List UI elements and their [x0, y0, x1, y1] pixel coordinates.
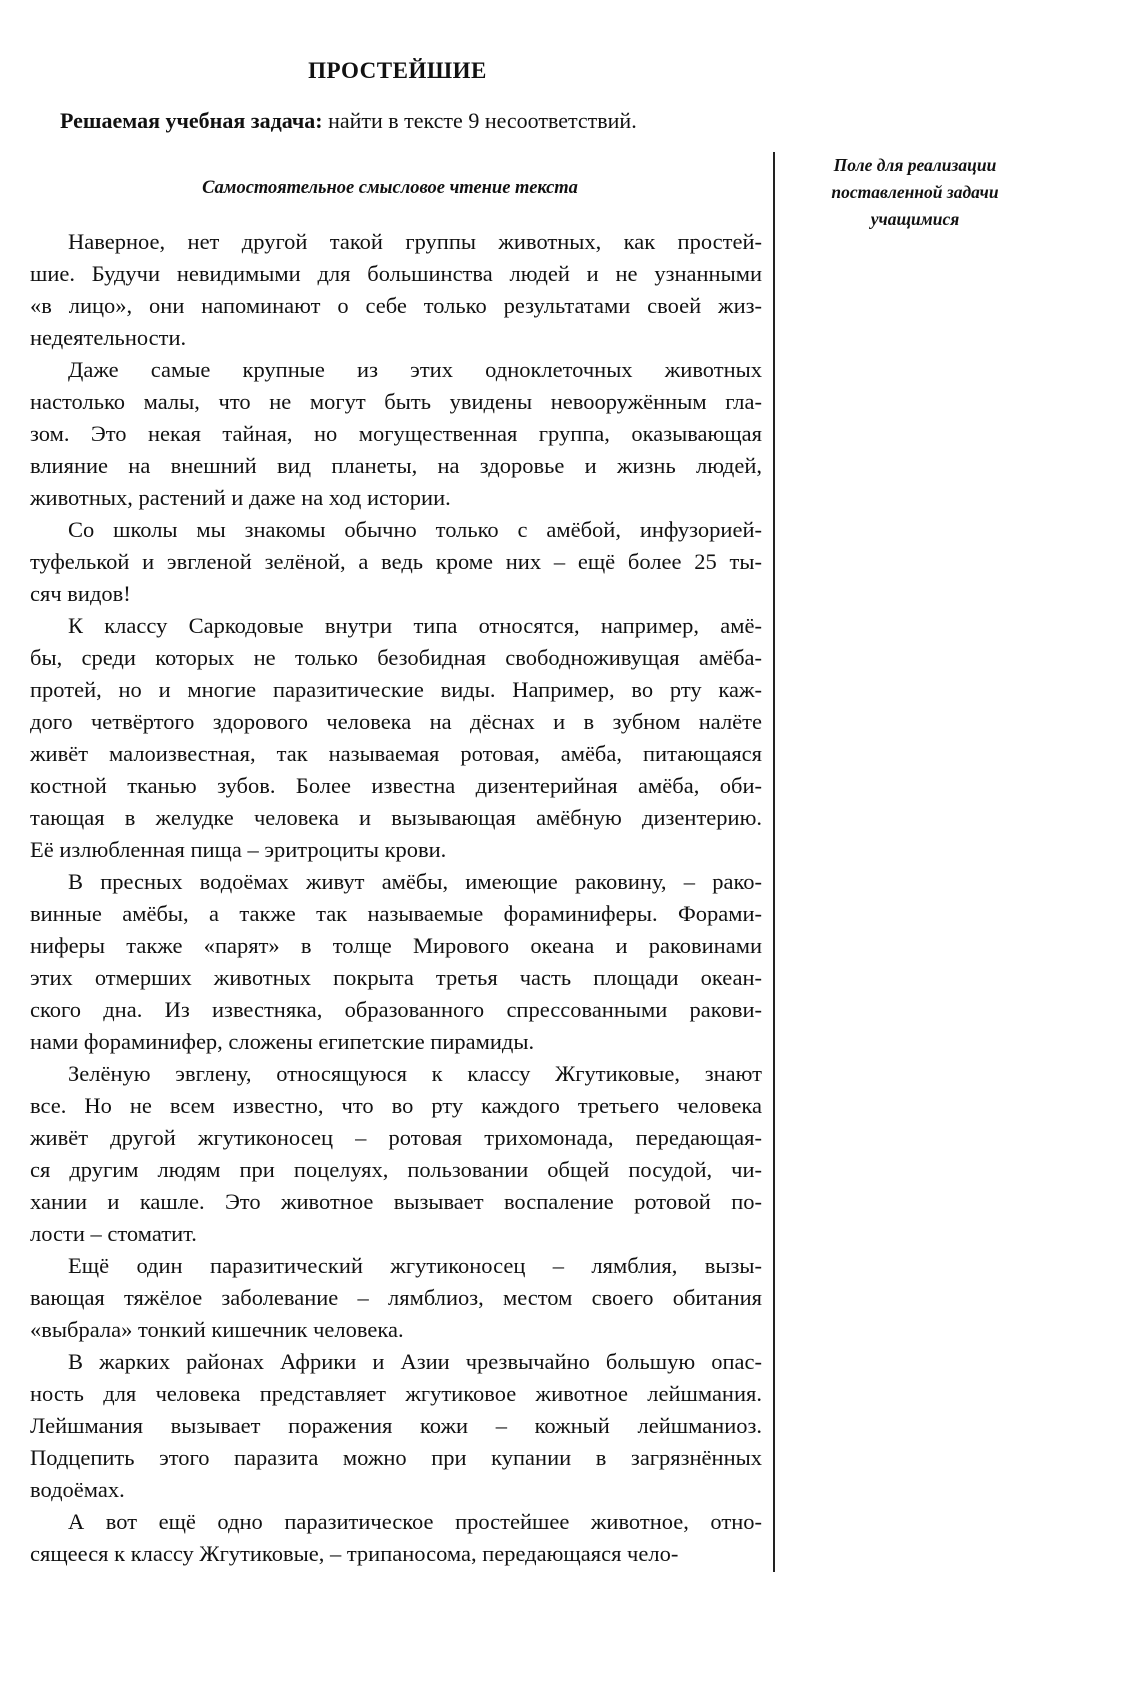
text-line: живёт другой жгутиконосец – ротовая трихомонада, передающая-: [30, 1125, 762, 1150]
text-line: «в лицо», они напоминают о себе только результатами своей жиз-: [30, 293, 762, 318]
side-note-line: Поле для реализации: [833, 155, 997, 175]
text-line: Ещё один паразитический жгутиконосец – лямблия, вызы-: [68, 1253, 762, 1278]
paragraph: [30, 514, 762, 610]
paragraph: [30, 866, 762, 1058]
text-line: Зелёную эвглену, относящуюся к классу Жгутиковые, знают: [68, 1061, 762, 1086]
text-line: сяч видов!: [30, 581, 131, 606]
paragraph: [30, 1058, 762, 1250]
task-text: найти в тексте 9 несоответствий.: [328, 108, 637, 133]
text-line: лости – стоматит.: [30, 1221, 197, 1246]
paragraph: [30, 226, 762, 354]
text-line: шие. Будучи невидимыми для большинства людей и не узнанными: [30, 261, 762, 286]
paragraph: [30, 354, 762, 514]
text-line: В жарких районах Африки и Азии чрезвычайно большую опас-: [68, 1349, 762, 1374]
text-line: К классу Саркодовые внутри типа относятся, например, амё-: [68, 613, 762, 638]
text-line: ского дна. Из известняка, образованного спрессованными ракови-: [30, 997, 762, 1022]
side-note-line: поставленной задачи: [831, 182, 999, 202]
paragraph: [30, 1346, 762, 1506]
text-line: сящееся к классу Жгутиковые, – трипаносома, передающаяся чело-: [30, 1541, 679, 1566]
text-line: все. Но не всем известно, что во рту каждого третьего человека: [30, 1093, 762, 1118]
text-line: животных, растений и даже на ход истории.: [30, 485, 451, 510]
task-label: Решаемая учебная задача:: [60, 108, 323, 133]
text-line: бы, среди которых не только безобидная свободноживущая амёба-: [30, 645, 762, 670]
text-line: Со школы мы знакомы обычно только с амёбой, инфузорией-: [68, 517, 762, 542]
margin-divider: [773, 152, 775, 1572]
text-line: вающая тяжёлое заболевание – лямблиоз, местом своего обитания: [30, 1285, 762, 1310]
text-line: Наверное, нет другой такой группы животных, как простей-: [68, 229, 762, 254]
text-line: Подцепить этого паразита можно при купании в загрязнённых: [30, 1445, 762, 1470]
text-line: ниферы также «парят» в толще Мирового океана и раковинами: [30, 933, 762, 958]
text-line: тающая в желудке человека и вызывающая амёбную дизентерию.: [30, 805, 762, 830]
text-line: влияние на внешний вид планеты, на здоровье и жизнь людей,: [30, 453, 762, 478]
text-line: В пресных водоёмах живут амёбы, имеющие раковину, – рако-: [68, 869, 762, 894]
section-heading: Самостоятельное смысловое чтение текста: [202, 178, 578, 198]
side-note: [790, 152, 1040, 233]
text-line: ся другим людям при поцелуях, пользовании общей посудой, чи-: [30, 1157, 762, 1182]
text-line: нами фораминифер, сложены египетские пирамиды.: [30, 1029, 535, 1054]
text-line: туфелькой и эвгленой зелёной, а ведь кроме них – ещё более 25 ты-: [30, 549, 762, 574]
text-line: винные амёбы, а также так называемые фораминиферы. Форами-: [30, 901, 762, 926]
text-line: «выбрала» тонкий кишечник человека.: [30, 1317, 404, 1342]
paragraph: [30, 1506, 762, 1570]
text-line: хании и кашле. Это животное вызывает воспаление ротовой по-: [30, 1189, 762, 1214]
text-line: зом. Это некая тайная, но могущественная группа, оказывающая: [30, 421, 762, 446]
paragraph: [30, 1250, 762, 1346]
text-line: протей, но и многие паразитические виды. Например, во рту каж-: [30, 677, 762, 702]
side-note-line: учащимися: [870, 209, 960, 229]
text-line: дого четвёртого здорового человека на дёснах и в зубном налёте: [30, 709, 762, 734]
text-line: ность для человека представляет жгутиковое животное лейшмания.: [30, 1381, 762, 1406]
text-line: Даже самые крупные из этих одноклеточных животных: [68, 357, 762, 382]
paragraph: [30, 610, 762, 866]
task-statement: [60, 108, 780, 134]
text-line: А вот ещё одно паразитическое простейшее животное, отно-: [68, 1509, 762, 1534]
text-line: настолько малы, что не могут быть увидены невооружённым гла-: [30, 389, 762, 414]
text-line: Лейшмания вызывает поражения кожи – кожный лейшманиоз.: [30, 1413, 762, 1438]
text-line: Её излюбленная пища – эритроциты крови.: [30, 837, 447, 862]
text-line: живёт малоизвестная, так называемая ротовая, амёба, питающаяся: [30, 741, 762, 766]
text-line: этих отмерших животных покрыта третья часть площади океан-: [30, 965, 762, 990]
main-text: [30, 226, 762, 1570]
text-line: недеятельности.: [30, 325, 187, 350]
page-title: ПРОСТЕЙШИЕ: [308, 58, 487, 83]
text-line: водоёмах.: [30, 1477, 125, 1502]
text-line: костной тканью зубов. Более известна дизентерийная амёба, оби-: [30, 773, 762, 798]
